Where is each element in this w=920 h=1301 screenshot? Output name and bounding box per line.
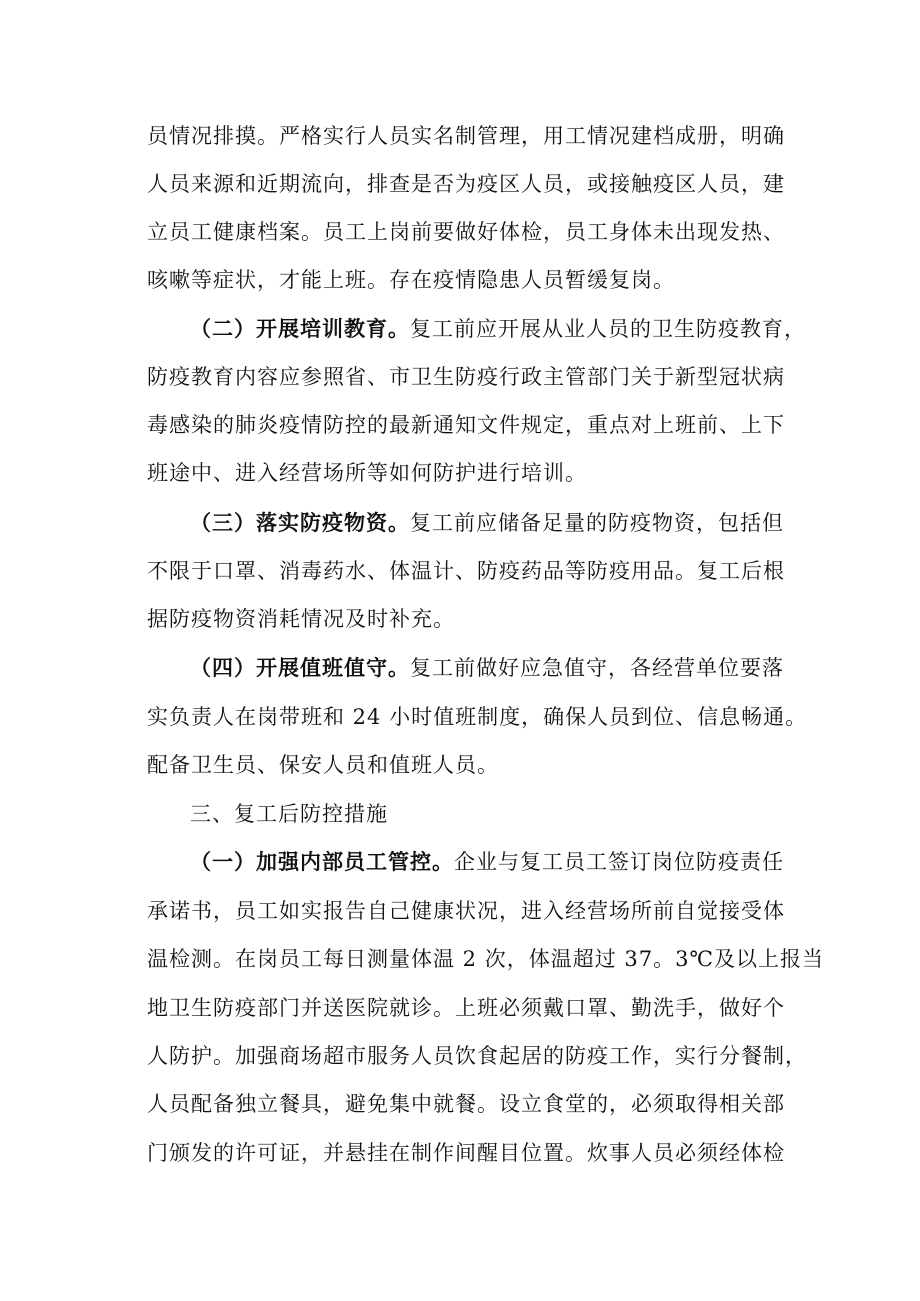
paragraph-text: 复工前应储备足量的防疫物资，包括但 xyxy=(410,511,784,535)
text-line: 不限于口罩、消毒药水、体温计、防疫药品等防疫用品。复工后根 xyxy=(147,559,785,583)
paragraph-first-line xyxy=(190,654,784,682)
paragraph-text: 复工前做好应急值守，各经营单位要落 xyxy=(410,656,784,680)
text-line: 立员工健康档案。员工上岗前要做好体检，员工身体未出现发热、 xyxy=(147,220,785,244)
paragraph-title: （一）加强内部员工管控。 xyxy=(190,850,454,874)
paragraph-text: 企业与复工员工签订岗位防疫责任 xyxy=(454,850,784,874)
paragraph-title: （三）落实防疫物资。 xyxy=(190,511,410,535)
paragraph-text: 复工前应开展从业人员的卫生防疫教育， xyxy=(410,317,806,341)
text-line: 班途中、进入经营场所等如何防护进行培训。 xyxy=(147,461,587,485)
text-line: 承诺书，员工如实报告自己健康状况，进入经营场所前自觉接受体 xyxy=(147,899,785,923)
paragraph-first-line xyxy=(190,848,784,876)
section-heading: 三、复工后防控措施 xyxy=(190,802,388,826)
text-line: 温检测。在岗员工每日测量体温 2 次，体温超过 37。3℃及以上报当 xyxy=(147,947,824,971)
text-line: 人员配备独立餐具，避免集中就餐。设立食堂的，必须取得相关部 xyxy=(147,1092,785,1116)
text-line: 咳嗽等症状，才能上班。存在疫情隐患人员暂缓复岗。 xyxy=(147,268,675,292)
text-line: 实负责人在岗带班和 24 小时值班制度，确保人员到位、信息畅通。 xyxy=(147,705,808,729)
text-line: 人防护。加强商场超市服务人员饮食起居的防疫工作，实行分餐制， xyxy=(147,1044,807,1068)
text-line: 据防疫物资消耗情况及时补充。 xyxy=(147,607,455,631)
text-line: 员情况排摸。严格实行人员实名制管理，用工情况建档成册，明确 xyxy=(147,124,785,148)
paragraph-title: （四）开展值班值守。 xyxy=(190,656,410,680)
text-line: 毒感染的肺炎疫情防控的最新通知文件规定，重点对上班前、上下 xyxy=(147,413,785,437)
paragraph-first-line xyxy=(190,315,806,343)
paragraph-title: （二）开展培训教育。 xyxy=(190,317,410,341)
text-line: 门颁发的许可证，并悬挂在制作间醒目位置。炊事人员必须经体检 xyxy=(147,1141,785,1165)
text-line: 配备卫生员、保安人员和值班人员。 xyxy=(147,753,499,777)
paragraph-first-line xyxy=(190,509,784,537)
text-line: 防疫教育内容应参照省、市卫生防疫行政主管部门关于新型冠状病 xyxy=(147,365,785,389)
text-line: 地卫生防疫部门并送医院就诊。上班必须戴口罩、勤洗手，做好个 xyxy=(147,996,785,1020)
text-line: 人员来源和近期流向，排查是否为疫区人员，或接触疫区人员，建 xyxy=(147,172,785,196)
